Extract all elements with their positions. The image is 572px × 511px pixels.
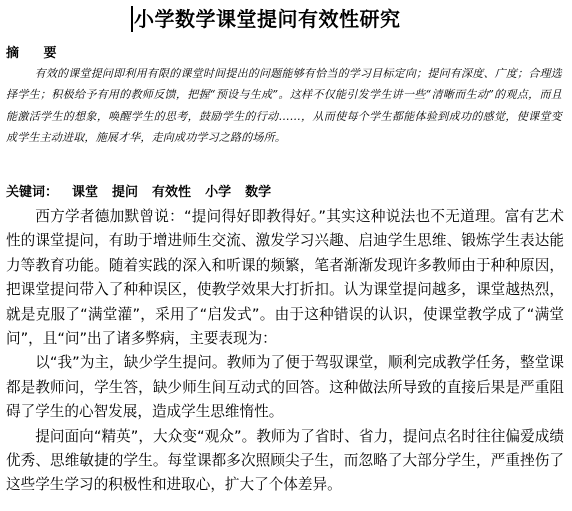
abstract-heading: 摘 要 xyxy=(6,46,67,61)
body-paragraph: 提问面向“精英”，大众变“观众”。教师为了省时、省力，提问点名时往往偏爱成绩优秀、思维敏捷的学生。每堂课都多次照顾尖子生，而忽略了大部分学生，严重挫伤了这些学生学习的积极性和进取心，扩大了个体差异。 xyxy=(6,427,564,494)
keyword-item: 课堂 xyxy=(72,185,99,200)
text-cursor xyxy=(131,6,133,32)
keyword-item: 有效性 xyxy=(152,185,192,200)
keyword-item: 数学 xyxy=(245,185,272,200)
keyword-item: 提问 xyxy=(112,185,139,200)
body-paragraph: 西方学者德加默曾说：“提问得好即教得好。”其实这种说法也不无道理。富有艺术性的课堂提问，有助于增进师生交流、激发学习兴趣、启迪学生思维、锻炼学生表达能力等教育功能。随着实践的深入和听课的频繁，笔者渐渐发现许多教师由于种种原因，把课堂提问带入了种种误区，使教学效果大打折扣。认为课堂提问越多，课堂越热烈，就是克服了“满堂灌”，采用了“启发式”。由于这种错误的认识，使课堂教学成了“满堂问”，且“问”出了诸多弊病，主要表现为： xyxy=(6,208,564,348)
document-title: 小学数学课堂提问有效性研究 xyxy=(134,7,401,31)
keywords-line xyxy=(6,181,271,200)
keywords-label: 关键词： xyxy=(6,185,59,200)
body-paragraph: 以“我”为主，缺少学生提问。教师为了便于驾驭课堂，顺利完成教学任务，整堂课都是教师问，学生答，缺少师生间互动式的回答。这种做法所导致的直接后果是严重阻碍了学生的心智发展，造成学生思维惰性。 xyxy=(6,354,564,421)
abstract-text: 有效的课堂提问即利用有限的课堂时间提出的问题能够有恰当的学习目标定向；提问有深度、广度；合理选择学生；积极给予有用的教师反馈，把握“预设与生成”。这样不仅能引发学生讲一些“清晰而生动”的观点，而且能激活学生的想象，唤醒学生的思考，鼓励学生的行动……，从而使每个学生都能体验到成功的感觉，使课堂变成学生主动进取，施展才华，走向成功学习之路的场所。 xyxy=(6,67,562,144)
keyword-item: 小学 xyxy=(205,185,232,200)
body-text xyxy=(6,205,564,498)
